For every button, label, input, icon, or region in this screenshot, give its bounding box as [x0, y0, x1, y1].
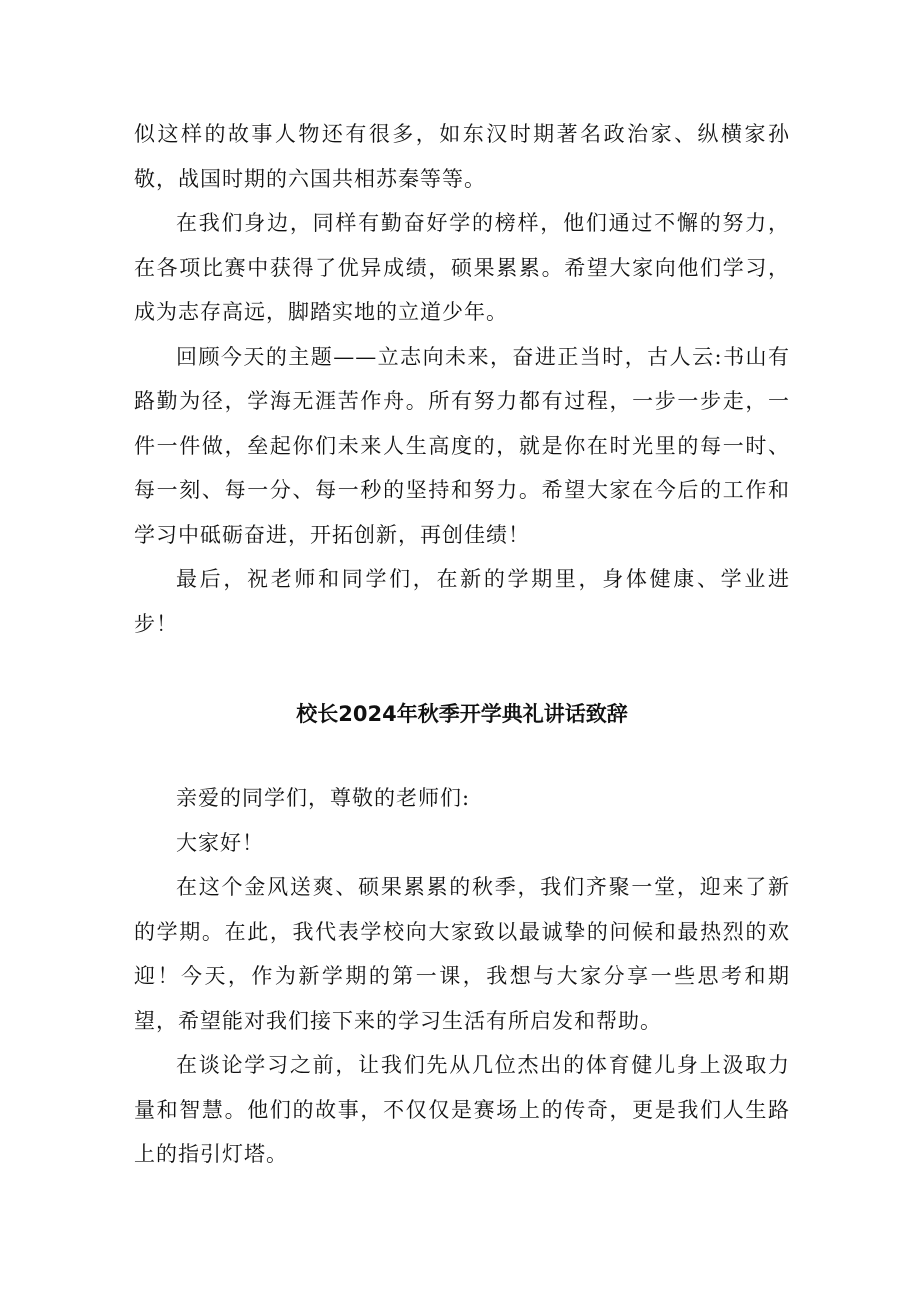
- section-title: 校长2024年秋季开学典礼讲话致辞: [296, 702, 628, 726]
- paragraph-athletes: 在谈论学习之前，让我们先从几位杰出的体育健儿身上汲取力量和智慧。他们的故事，不仅仅是赛场上的传奇，更是我们人生路上的指引灯塔。: [134, 1053, 790, 1166]
- paragraph-closing-wishes: 最后，祝老师和同学们，在新的学期里，身体健康、学业进步！: [134, 567, 790, 636]
- paragraph-continuation: 似这样的故事人物还有很多，如东汉时期著名政治家、纵横家孙敬，战国时期的六国共相苏秦等等。: [134, 122, 790, 191]
- paragraph-welcome: 在这个金风送爽、硕果累累的秋季，我们齐聚一堂，迎来了新的学期。在此，我代表学校向大家致以最诚挚的问候和最热烈的欢迎！今天，作为新学期的第一课，我想与大家分享一些思考和期望，希望能对我们接下来的学习生活有所启发和帮助。: [134, 875, 790, 1033]
- paragraph-review-theme: 回顾今天的主题——立志向未来，奋进正当时，古人云:书山有路勤为径，学海无涯苦作舟。所有努力都有过程，一步一步走，一件一件做，垒起你们未来人生高度的，就是你在时光里的每一时、每一刻、每一分、每一秒的坚持和努力。希望大家在今后的工作和学习中砥砺奋进，开拓创新，再创佳绩！: [134, 344, 790, 547]
- paragraph-role-models: 在我们身边，同样有勤奋好学的榜样，他们通过不懈的努力，在各项比赛中获得了优异成绩，硕果累累。希望大家向他们学习，成为志存高远，脚踏实地的立道少年。: [134, 211, 790, 324]
- paragraph-greeting: 大家好！: [176, 830, 264, 855]
- paragraph-salutation: 亲爱的同学们，尊敬的老师们:: [176, 786, 471, 810]
- document-body: [134, 112, 790, 1177]
